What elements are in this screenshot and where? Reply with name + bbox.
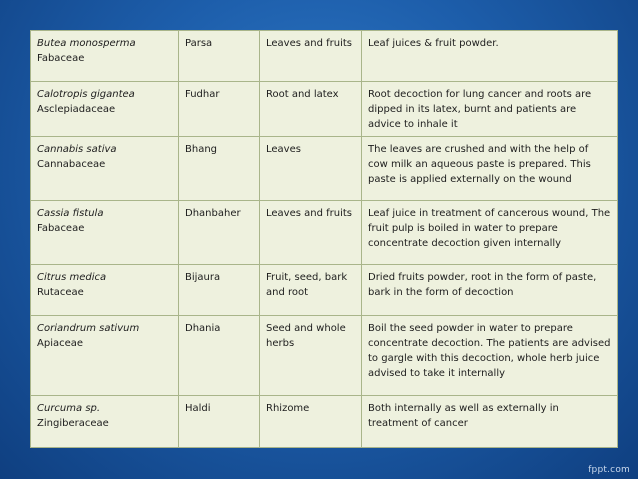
table-row (31, 396, 618, 448)
scientific-name: Calotropis gigantea (37, 89, 135, 100)
local-name-cell: Dhania (179, 316, 260, 396)
table-row (31, 31, 618, 82)
part-used-cell: Leaves and fruits (260, 201, 362, 265)
species-cell (31, 137, 179, 201)
family-name: Apiaceae (37, 338, 84, 349)
family-name: Fabaceae (37, 223, 85, 234)
usage-cell: Leaf juices & fruit powder. (362, 31, 618, 82)
usage-cell: The leaves are crushed and with the help of cow milk an aqueous paste is prepared. This paste is applied externally on the wound (362, 137, 618, 201)
scientific-name: Curcuma sp. (37, 403, 101, 414)
usage-cell: Boil the seed powder in water to prepare concentrate decoction. The patients are advised to gargle with this decoction, whole herb juice advised to take it internally (362, 316, 618, 396)
family-name: Rutaceae (37, 287, 84, 298)
part-used-cell: Seed and whole herbs (260, 316, 362, 396)
local-name-cell: Fudhar (179, 82, 260, 137)
usage-cell: Root decoction for lung cancer and roots are dipped in its latex, burnt and patients are advice to inhale it (362, 82, 618, 137)
species-cell (31, 316, 179, 396)
scientific-name: Citrus medica (37, 272, 107, 283)
family-name: Fabaceae (37, 53, 85, 64)
table-row (31, 265, 618, 316)
part-used-cell: Rhizome (260, 396, 362, 448)
local-name-cell: Haldi (179, 396, 260, 448)
local-name-cell: Parsa (179, 31, 260, 82)
usage-cell: Dried fruits powder, root in the form of paste, bark in the form of decoction (362, 265, 618, 316)
part-used-cell: Leaves (260, 137, 362, 201)
species-cell (31, 31, 179, 82)
table-row (31, 137, 618, 201)
scientific-name: Cannabis sativa (37, 144, 117, 155)
scientific-name: Butea monosperma (37, 38, 136, 49)
family-name: Cannabaceae (37, 159, 106, 170)
part-used-cell: Root and latex (260, 82, 362, 137)
species-cell (31, 265, 179, 316)
watermark: fppt.com (588, 465, 630, 475)
table-row (31, 82, 618, 137)
species-cell (31, 396, 179, 448)
local-name-cell: Bijaura (179, 265, 260, 316)
plants-table (30, 30, 618, 448)
family-name: Asclepiadaceae (37, 104, 116, 115)
family-name: Zingiberaceae (37, 418, 109, 429)
species-cell (31, 201, 179, 265)
species-cell (31, 82, 179, 137)
table-row (31, 316, 618, 396)
usage-cell: Leaf juice in treatment of cancerous wound, The fruit pulp is boiled in water to prepare concentrate decoction given internally (362, 201, 618, 265)
local-name-cell: Bhang (179, 137, 260, 201)
part-used-cell: Fruit, seed, bark and root (260, 265, 362, 316)
usage-cell: Both internally as well as externally in treatment of cancer (362, 396, 618, 448)
scientific-name: Coriandrum sativum (37, 323, 140, 334)
part-used-cell: Leaves and fruits (260, 31, 362, 82)
scientific-name: Cassia fistula (37, 208, 104, 219)
table-row (31, 201, 618, 265)
local-name-cell: Dhanbaher (179, 201, 260, 265)
